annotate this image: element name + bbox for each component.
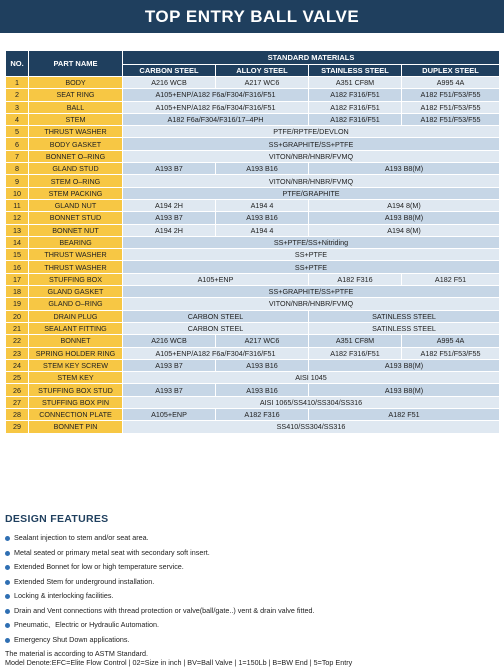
table-row bbox=[6, 322, 500, 334]
material-cell: A182 F316/F51 bbox=[309, 89, 402, 101]
row-number: 20 bbox=[6, 310, 29, 322]
feature-item bbox=[5, 604, 314, 619]
row-number: 22 bbox=[6, 335, 29, 347]
feature-text: Sealant injection to stem and/or seat area. bbox=[14, 533, 149, 542]
page-title: TOP ENTRY BALL VALVE bbox=[0, 0, 504, 33]
material-cell: AISI 1045 bbox=[123, 372, 500, 384]
table-row bbox=[6, 138, 500, 150]
table-row bbox=[6, 335, 500, 347]
material-cell: PTFE/GRAPHITE bbox=[123, 187, 500, 199]
material-cell: SS+PTFE bbox=[123, 261, 500, 273]
material-cell: SS+PTFE/SS+Nitriding bbox=[123, 236, 500, 248]
row-number: 8 bbox=[6, 163, 29, 175]
table-row bbox=[6, 421, 500, 433]
design-features-title: DESIGN FEATURES bbox=[5, 513, 109, 525]
table-row bbox=[6, 347, 500, 359]
table-row bbox=[6, 359, 500, 371]
part-name-cell: SEAT RING bbox=[29, 89, 123, 101]
material-cell: A105+ENP bbox=[123, 409, 216, 421]
feature-text: Pneumatic、Electric or Hydraulic Automation. bbox=[14, 620, 160, 629]
design-features-list bbox=[5, 531, 314, 647]
row-number: 1 bbox=[6, 77, 29, 89]
bullet-icon bbox=[5, 609, 10, 614]
table-row bbox=[6, 372, 500, 384]
row-number: 7 bbox=[6, 150, 29, 162]
row-number: 29 bbox=[6, 421, 29, 433]
material-cell: A193 B16 bbox=[216, 212, 309, 224]
table-row bbox=[6, 236, 500, 248]
feature-text: Emergency Shut Down applications. bbox=[14, 634, 130, 644]
material-cell: A182 F316 bbox=[309, 273, 402, 285]
table-row bbox=[6, 163, 500, 175]
header-no: NO. bbox=[6, 51, 29, 77]
part-name-cell: STUFFING BOX bbox=[29, 273, 123, 285]
table-row bbox=[6, 310, 500, 322]
part-name-cell: THRUST WASHER bbox=[29, 126, 123, 138]
part-name-cell: DRAIN PLUG bbox=[29, 310, 123, 322]
table-row bbox=[6, 187, 500, 199]
material-cell: A995 4A bbox=[402, 77, 500, 89]
table-row bbox=[6, 101, 500, 113]
table-row bbox=[6, 224, 500, 236]
bullet-icon bbox=[5, 580, 10, 585]
material-cell: A194 4 bbox=[216, 224, 309, 236]
bullet-icon bbox=[5, 594, 10, 599]
feature-item bbox=[5, 589, 314, 604]
material-cell: A105+ENP/A182 F6a/F304/F316/F51 bbox=[123, 101, 309, 113]
material-cell: SS+GRAPHITE/SS+PTFE bbox=[123, 286, 500, 298]
material-cell: A105+ENP/A182 F6a/F304/F316/F51 bbox=[123, 89, 309, 101]
table-row bbox=[6, 126, 500, 138]
feature-text: Drain and Vent connections with thread protection or valve(ball/gate..) vent & drain valve fitted. bbox=[14, 605, 315, 615]
material-cell: A216 WCB bbox=[123, 77, 216, 89]
feature-item bbox=[5, 633, 314, 648]
feature-item bbox=[5, 560, 314, 575]
row-number: 14 bbox=[6, 236, 29, 248]
astm-note: The material is according to ASTM Standard. bbox=[5, 649, 149, 658]
header-duplex-steel: DUPLEX STEEL bbox=[402, 65, 500, 77]
material-cell: SS+GRAPHITE/SS+PTFE bbox=[123, 138, 500, 150]
row-number: 6 bbox=[6, 138, 29, 150]
table-row bbox=[6, 89, 500, 101]
part-name-cell: BONNET NUT bbox=[29, 224, 123, 236]
part-name-cell: BONNET STUD bbox=[29, 212, 123, 224]
part-name-cell: STEM KEY bbox=[29, 372, 123, 384]
material-cell: A995 4A bbox=[402, 335, 500, 347]
material-cell: SS410/SS304/SS316 bbox=[123, 421, 500, 433]
feature-item bbox=[5, 546, 314, 561]
feature-text: Extended Bonnet for low or high temperature service. bbox=[14, 562, 184, 571]
material-cell: A193 B8(M) bbox=[309, 359, 500, 371]
material-cell: A193 B16 bbox=[216, 163, 309, 175]
part-name-cell: GLAND O–RING bbox=[29, 298, 123, 310]
row-number: 15 bbox=[6, 249, 29, 261]
row-number: 17 bbox=[6, 273, 29, 285]
material-cell: VITON/NBR/HNBR/FVMQ bbox=[123, 175, 500, 187]
table-row bbox=[6, 77, 500, 89]
row-number: 3 bbox=[6, 101, 29, 113]
bullet-icon bbox=[5, 623, 10, 628]
material-cell: A182 F316/F51 bbox=[309, 347, 402, 359]
row-number: 27 bbox=[6, 396, 29, 408]
part-name-cell: GLAND GASKET bbox=[29, 286, 123, 298]
model-denote-note: Model Denote:EFC=Elite Flow Control | 02=Size in inch | BV=Ball Valve | 1=150Lb | B=BW End | 5=Top Entry bbox=[5, 658, 353, 667]
material-cell: A351 CF8M bbox=[309, 77, 402, 89]
table-row bbox=[6, 384, 500, 396]
bullet-icon bbox=[5, 536, 10, 541]
part-name-cell: BODY bbox=[29, 77, 123, 89]
material-cell: VITON/NBR/HNBR/FVMQ bbox=[123, 150, 500, 162]
part-name-cell: GLAND NUT bbox=[29, 199, 123, 211]
row-number: 26 bbox=[6, 384, 29, 396]
table-row bbox=[6, 261, 500, 273]
material-cell: A193 B7 bbox=[123, 163, 216, 175]
materials-table bbox=[5, 50, 500, 434]
bullet-icon bbox=[5, 638, 10, 643]
material-cell: VITON/NBR/HNBR/FVMQ bbox=[123, 298, 500, 310]
material-cell: A182 F51 bbox=[402, 273, 500, 285]
feature-text: Extended Stem for underground installation. bbox=[14, 576, 155, 586]
part-name-cell: STUFFING BOX STUD bbox=[29, 384, 123, 396]
material-cell: A217 WC6 bbox=[216, 335, 309, 347]
material-cell: A217 WC6 bbox=[216, 77, 309, 89]
material-cell: A182 F316 bbox=[216, 409, 309, 421]
row-number: 25 bbox=[6, 372, 29, 384]
material-cell: A193 B8(M) bbox=[309, 384, 500, 396]
material-cell: A194 4 bbox=[216, 199, 309, 211]
part-name-cell: STEM O–RING bbox=[29, 175, 123, 187]
material-cell: A193 B8(M) bbox=[309, 212, 500, 224]
material-cell: A193 B7 bbox=[123, 384, 216, 396]
bullet-icon bbox=[5, 551, 10, 556]
header-carbon-steel: CARBON STEEL bbox=[123, 65, 216, 77]
table-row bbox=[6, 150, 500, 162]
material-cell: A105+ENP/A182 F6a/F304/F316/F51 bbox=[123, 347, 309, 359]
part-name-cell: THRUST WASHER bbox=[29, 249, 123, 261]
row-number: 28 bbox=[6, 409, 29, 421]
bullet-icon bbox=[5, 565, 10, 570]
row-number: 9 bbox=[6, 175, 29, 187]
material-cell: A182 F51/F53/F55 bbox=[402, 89, 500, 101]
part-name-cell: CONNECTION PLATE bbox=[29, 409, 123, 421]
row-number: 24 bbox=[6, 359, 29, 371]
header-standard-materials: STANDARD MATERIALS bbox=[123, 51, 500, 65]
material-cell: PTFE/RPTFE/DEVLON bbox=[123, 126, 500, 138]
material-cell: CARBON STEEL bbox=[123, 310, 309, 322]
part-name-cell: SPRING HOLDER RING bbox=[29, 347, 123, 359]
material-cell: A193 B7 bbox=[123, 359, 216, 371]
row-number: 5 bbox=[6, 126, 29, 138]
row-number: 10 bbox=[6, 187, 29, 199]
row-number: 11 bbox=[6, 199, 29, 211]
feature-text: Locking & interlocking facilities. bbox=[14, 591, 114, 600]
table-row bbox=[6, 249, 500, 261]
material-cell: A182 F6a/F304/F316/17–4PH bbox=[123, 113, 309, 125]
material-cell: A182 F51/F53/F55 bbox=[402, 113, 500, 125]
row-number: 21 bbox=[6, 322, 29, 334]
material-cell: A182 F316/F51 bbox=[309, 113, 402, 125]
row-number: 19 bbox=[6, 298, 29, 310]
part-name-cell: SEALANT FITTING bbox=[29, 322, 123, 334]
material-cell: A193 B16 bbox=[216, 359, 309, 371]
part-name-cell: BODY GASKET bbox=[29, 138, 123, 150]
part-name-cell: STEM bbox=[29, 113, 123, 125]
material-cell: A351 CF8M bbox=[309, 335, 402, 347]
table-row bbox=[6, 396, 500, 408]
part-name-cell: BEARING bbox=[29, 236, 123, 248]
material-cell: A182 F316/F51 bbox=[309, 101, 402, 113]
material-cell: A182 F51 bbox=[309, 409, 500, 421]
material-cell: A194 2H bbox=[123, 224, 216, 236]
row-number: 16 bbox=[6, 261, 29, 273]
row-number: 23 bbox=[6, 347, 29, 359]
feature-item bbox=[5, 531, 314, 546]
material-cell: A193 B8(M) bbox=[309, 163, 500, 175]
table-row bbox=[6, 286, 500, 298]
table-row bbox=[6, 409, 500, 421]
material-cell: A105+ENP bbox=[123, 273, 309, 285]
part-name-cell: GLAND STUD bbox=[29, 163, 123, 175]
material-cell: A194 8(M) bbox=[309, 199, 500, 211]
part-name-cell: BONNET bbox=[29, 335, 123, 347]
materials-table-body bbox=[6, 77, 500, 434]
part-name-cell: STEM PACKING bbox=[29, 187, 123, 199]
material-cell: A182 F51/F53/F55 bbox=[402, 101, 500, 113]
header-alloy-steel: ALLOY STEEL bbox=[216, 65, 309, 77]
row-number: 13 bbox=[6, 224, 29, 236]
part-name-cell: STUFFING BOX PIN bbox=[29, 396, 123, 408]
part-name-cell: THRUST WASHER bbox=[29, 261, 123, 273]
feature-text: Metal seated or primary metal seat with secondary soft insert. bbox=[14, 547, 210, 557]
row-number: 2 bbox=[6, 89, 29, 101]
material-cell: A194 8(M) bbox=[309, 224, 500, 236]
material-cell: CARBON STEEL bbox=[123, 322, 309, 334]
part-name-cell: BALL bbox=[29, 101, 123, 113]
material-cell: A216 WCB bbox=[123, 335, 216, 347]
table-row bbox=[6, 298, 500, 310]
part-name-cell: BONNET O–RING bbox=[29, 150, 123, 162]
material-cell: A193 B16 bbox=[216, 384, 309, 396]
header-part-name: PART NAME bbox=[29, 51, 123, 77]
header-stainless-steel: STAINLESS STEEL bbox=[309, 65, 402, 77]
material-cell: AISI 1065/SS410/SS304/SS316 bbox=[123, 396, 500, 408]
table-row bbox=[6, 199, 500, 211]
table-row bbox=[6, 113, 500, 125]
part-name-cell: BONNET PIN bbox=[29, 421, 123, 433]
part-name-cell: STEM KEY SCREW bbox=[29, 359, 123, 371]
material-cell: A194 2H bbox=[123, 199, 216, 211]
feature-item bbox=[5, 575, 314, 590]
feature-item bbox=[5, 618, 314, 633]
table-row bbox=[6, 212, 500, 224]
row-number: 4 bbox=[6, 113, 29, 125]
material-cell: A193 B7 bbox=[123, 212, 216, 224]
table-row bbox=[6, 273, 500, 285]
row-number: 18 bbox=[6, 286, 29, 298]
material-cell: SS+PTFE bbox=[123, 249, 500, 261]
material-cell: A182 F51/F53/F55 bbox=[402, 347, 500, 359]
material-cell: SATINLESS STEEL bbox=[309, 310, 500, 322]
material-cell: SATINLESS STEEL bbox=[309, 322, 500, 334]
row-number: 12 bbox=[6, 212, 29, 224]
table-row bbox=[6, 175, 500, 187]
